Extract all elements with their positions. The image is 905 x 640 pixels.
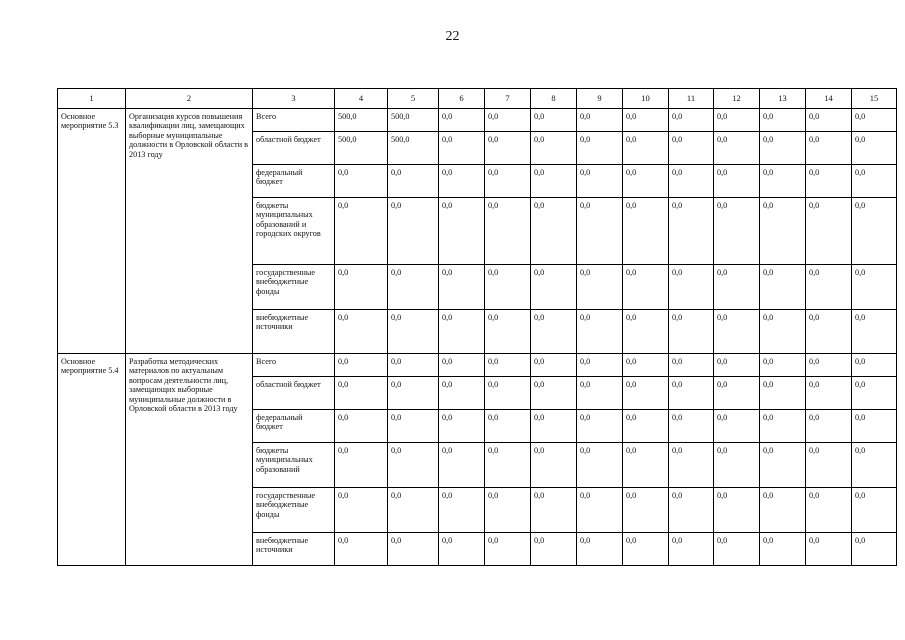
value-cell: 0,0 [531, 443, 577, 488]
value-cell: 0,0 [623, 132, 669, 165]
header-row [58, 89, 897, 109]
value-cell: 0,0 [439, 310, 485, 354]
value-cell: 0,0 [577, 533, 623, 566]
value-cell: 0,0 [335, 198, 388, 265]
value-cell: 0,0 [485, 488, 531, 533]
value-cell: 0,0 [485, 533, 531, 566]
value-cell: 0,0 [760, 354, 806, 377]
table-header [58, 89, 897, 109]
value-cell: 0,0 [485, 410, 531, 443]
value-cell: 0,0 [806, 354, 852, 377]
value-cell: 0,0 [485, 354, 531, 377]
value-cell: 0,0 [577, 265, 623, 310]
value-cell: 0,0 [669, 377, 714, 410]
value-cell: 0,0 [806, 410, 852, 443]
value-cell: 0,0 [439, 265, 485, 310]
value-cell: 0,0 [623, 198, 669, 265]
header-cell: 15 [852, 89, 897, 109]
value-cell: 0,0 [669, 310, 714, 354]
value-cell: 0,0 [531, 132, 577, 165]
value-cell: 0,0 [760, 132, 806, 165]
value-cell: 0,0 [485, 132, 531, 165]
value-cell: 0,0 [714, 198, 760, 265]
value-cell: 0,0 [714, 354, 760, 377]
value-cell: 0,0 [806, 310, 852, 354]
value-cell: 0,0 [577, 410, 623, 443]
value-cell: 0,0 [485, 265, 531, 310]
header-cell: 6 [439, 89, 485, 109]
value-cell: 0,0 [623, 377, 669, 410]
value-cell: 0,0 [485, 198, 531, 265]
value-cell: 0,0 [623, 265, 669, 310]
value-cell: 0,0 [852, 354, 897, 377]
value-cell: 0,0 [623, 109, 669, 132]
value-cell: 0,0 [714, 488, 760, 533]
value-cell: 0,0 [623, 354, 669, 377]
value-cell: 0,0 [623, 410, 669, 443]
header-cell: 14 [806, 89, 852, 109]
header-cell: 4 [335, 89, 388, 109]
value-cell: 0,0 [669, 488, 714, 533]
value-cell: 0,0 [714, 109, 760, 132]
event-description-cell: Разработка методических материалов по актуальным вопросам деятельности лиц, замещающих выборные муниципальные должности в Орловской области в 2013 году [126, 354, 253, 566]
header-cell: 13 [760, 89, 806, 109]
value-cell: 0,0 [760, 443, 806, 488]
funding-source-cell: государственные внебюджетные фонды [253, 488, 335, 533]
value-cell: 0,0 [577, 198, 623, 265]
header-cell: 10 [623, 89, 669, 109]
value-cell: 0,0 [531, 310, 577, 354]
value-cell: 0,0 [485, 165, 531, 198]
value-cell: 0,0 [531, 109, 577, 132]
funding-source-cell: областной бюджет [253, 377, 335, 410]
value-cell: 0,0 [531, 354, 577, 377]
value-cell: 0,0 [714, 265, 760, 310]
value-cell: 0,0 [669, 109, 714, 132]
value-cell: 0,0 [852, 377, 897, 410]
value-cell: 0,0 [714, 410, 760, 443]
value-cell: 0,0 [623, 533, 669, 566]
value-cell: 0,0 [760, 410, 806, 443]
value-cell: 0,0 [669, 354, 714, 377]
value-cell: 0,0 [760, 377, 806, 410]
value-cell: 0,0 [439, 443, 485, 488]
value-cell: 0,0 [335, 410, 388, 443]
value-cell: 0,0 [335, 354, 388, 377]
value-cell: 0,0 [531, 265, 577, 310]
table-row [58, 109, 897, 132]
table-body [58, 109, 897, 566]
value-cell: 0,0 [852, 533, 897, 566]
funding-source-cell: Всего [253, 354, 335, 377]
value-cell: 500,0 [335, 109, 388, 132]
value-cell: 0,0 [760, 488, 806, 533]
funding-source-cell: бюджеты муниципальных образований и городских округов [253, 198, 335, 265]
value-cell: 0,0 [714, 132, 760, 165]
event-description-cell: Организация курсов повышения квалификации лиц, замещающих выборные муниципальные должности в Орловской области в 2013 году [126, 109, 253, 354]
value-cell: 0,0 [714, 533, 760, 566]
value-cell: 0,0 [623, 443, 669, 488]
value-cell: 0,0 [623, 165, 669, 198]
value-cell: 0,0 [388, 377, 439, 410]
value-cell: 0,0 [669, 265, 714, 310]
value-cell: 0,0 [439, 533, 485, 566]
value-cell: 0,0 [388, 165, 439, 198]
value-cell: 0,0 [531, 533, 577, 566]
value-cell: 0,0 [335, 265, 388, 310]
value-cell: 0,0 [577, 377, 623, 410]
value-cell: 0,0 [485, 443, 531, 488]
budget-table [57, 88, 897, 566]
value-cell: 0,0 [388, 443, 439, 488]
funding-source-cell: Всего [253, 109, 335, 132]
value-cell: 0,0 [806, 165, 852, 198]
value-cell: 0,0 [577, 109, 623, 132]
header-cell: 12 [714, 89, 760, 109]
header-cell: 7 [485, 89, 531, 109]
value-cell: 0,0 [806, 488, 852, 533]
value-cell: 0,0 [852, 488, 897, 533]
value-cell: 0,0 [714, 165, 760, 198]
value-cell: 0,0 [669, 198, 714, 265]
funding-source-cell: федеральный бюджет [253, 410, 335, 443]
value-cell: 0,0 [806, 265, 852, 310]
header-cell: 5 [388, 89, 439, 109]
funding-source-cell: бюджеты муниципальных образований [253, 443, 335, 488]
value-cell: 0,0 [485, 310, 531, 354]
value-cell: 0,0 [714, 310, 760, 354]
value-cell: 0,0 [577, 354, 623, 377]
value-cell: 0,0 [760, 310, 806, 354]
value-cell: 0,0 [388, 533, 439, 566]
value-cell: 0,0 [669, 443, 714, 488]
event-name-cell: Основное мероприятие 5.4 [58, 354, 126, 566]
value-cell: 0,0 [439, 198, 485, 265]
value-cell: 0,0 [669, 410, 714, 443]
value-cell: 0,0 [852, 132, 897, 165]
value-cell: 0,0 [439, 165, 485, 198]
value-cell: 0,0 [760, 533, 806, 566]
value-cell: 0,0 [439, 377, 485, 410]
value-cell: 0,0 [760, 198, 806, 265]
value-cell: 0,0 [388, 310, 439, 354]
value-cell: 0,0 [852, 265, 897, 310]
header-cell: 3 [253, 89, 335, 109]
value-cell: 0,0 [439, 410, 485, 443]
value-cell: 0,0 [577, 488, 623, 533]
value-cell: 0,0 [485, 109, 531, 132]
value-cell: 0,0 [852, 443, 897, 488]
value-cell: 0,0 [531, 198, 577, 265]
value-cell: 0,0 [388, 198, 439, 265]
value-cell: 500,0 [388, 132, 439, 165]
value-cell: 0,0 [577, 310, 623, 354]
value-cell: 0,0 [623, 488, 669, 533]
value-cell: 0,0 [852, 198, 897, 265]
header-cell: 9 [577, 89, 623, 109]
header-cell: 11 [669, 89, 714, 109]
value-cell: 0,0 [388, 410, 439, 443]
event-name-cell: Основное мероприятие 5.3 [58, 109, 126, 354]
value-cell: 0,0 [806, 132, 852, 165]
value-cell: 0,0 [388, 265, 439, 310]
value-cell: 0,0 [806, 109, 852, 132]
value-cell: 0,0 [439, 132, 485, 165]
funding-source-cell: государственные внебюджетные фонды [253, 265, 335, 310]
value-cell: 0,0 [335, 310, 388, 354]
value-cell: 0,0 [335, 165, 388, 198]
value-cell: 0,0 [335, 533, 388, 566]
value-cell: 0,0 [577, 443, 623, 488]
value-cell: 0,0 [439, 488, 485, 533]
value-cell: 0,0 [669, 533, 714, 566]
value-cell: 0,0 [335, 443, 388, 488]
value-cell: 0,0 [577, 132, 623, 165]
value-cell: 0,0 [760, 165, 806, 198]
page-number: 22 [445, 29, 460, 44]
value-cell: 0,0 [388, 354, 439, 377]
value-cell: 0,0 [806, 533, 852, 566]
value-cell: 0,0 [439, 354, 485, 377]
funding-source-cell: федеральный бюджет [253, 165, 335, 198]
value-cell: 0,0 [806, 443, 852, 488]
value-cell: 0,0 [669, 132, 714, 165]
value-cell: 0,0 [577, 165, 623, 198]
value-cell: 0,0 [531, 488, 577, 533]
value-cell: 0,0 [852, 165, 897, 198]
funding-source-cell: областной бюджет [253, 132, 335, 165]
value-cell: 0,0 [388, 488, 439, 533]
table-row [58, 354, 897, 377]
value-cell: 0,0 [531, 377, 577, 410]
value-cell: 0,0 [485, 377, 531, 410]
value-cell: 500,0 [388, 109, 439, 132]
value-cell: 0,0 [623, 310, 669, 354]
value-cell: 0,0 [335, 488, 388, 533]
value-cell: 0,0 [335, 377, 388, 410]
header-cell: 2 [126, 89, 253, 109]
value-cell: 0,0 [760, 265, 806, 310]
value-cell: 0,0 [669, 165, 714, 198]
funding-source-cell: внебюджетные источники [253, 533, 335, 566]
value-cell: 0,0 [714, 443, 760, 488]
header-cell: 8 [531, 89, 577, 109]
value-cell: 0,0 [531, 410, 577, 443]
header-cell: 1 [58, 89, 126, 109]
funding-source-cell: внебюджетные источники [253, 310, 335, 354]
value-cell: 0,0 [531, 165, 577, 198]
value-cell: 0,0 [439, 109, 485, 132]
value-cell: 0,0 [852, 410, 897, 443]
value-cell: 0,0 [714, 377, 760, 410]
value-cell: 0,0 [852, 109, 897, 132]
value-cell: 0,0 [806, 377, 852, 410]
value-cell: 500,0 [335, 132, 388, 165]
value-cell: 0,0 [806, 198, 852, 265]
value-cell: 0,0 [852, 310, 897, 354]
value-cell: 0,0 [760, 109, 806, 132]
